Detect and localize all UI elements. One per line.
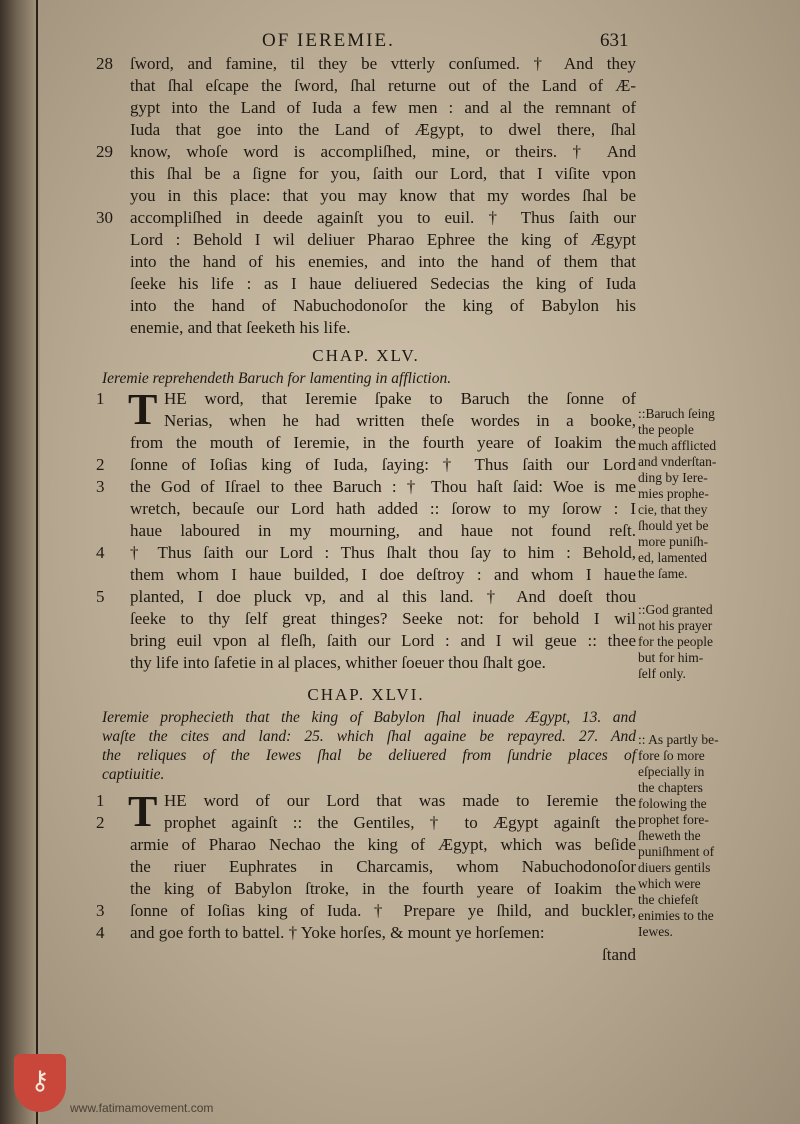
chapter-heading-45: CHAP. XLV. — [312, 346, 420, 365]
note-line: prophet fore- — [638, 812, 709, 827]
page-header — [0, 30, 800, 54]
text-line — [96, 207, 636, 229]
text-line — [96, 454, 636, 476]
text-line — [96, 520, 636, 542]
text-line — [96, 856, 636, 878]
text-line — [96, 790, 636, 812]
main-text — [96, 53, 636, 966]
note-line: ::Baruch ſeing — [638, 406, 715, 421]
catchword: ſtand — [602, 945, 636, 964]
note-line: more puniſh- — [638, 534, 709, 549]
line-text: † Thus ſaith our Lord : Thus ſhalt thou ſay to him : Behold, — [130, 543, 636, 562]
verse-number: 3 — [96, 477, 105, 496]
note-line: for the people — [638, 634, 713, 649]
line-text: and goe forth to battel. † Yoke horſes, & mount ye horſemen: — [130, 923, 545, 942]
note-line: cie, that they — [638, 502, 708, 517]
chapter-summary-45 — [96, 369, 636, 388]
summary-line: the reliques of the Iewes ſhal be deliuered from ſundrie places of — [102, 747, 636, 764]
text-line — [96, 229, 636, 251]
line-text: you in this place: that you may know that my wordes ſhal be — [130, 186, 636, 205]
margin-note-god-granted — [638, 602, 748, 682]
text-line — [96, 317, 636, 339]
chapter-45-text — [96, 385, 636, 674]
line-text: Nerias, when he had written theſe wordes in a booke, — [164, 411, 636, 430]
line-text: the God of Iſrael to thee Baruch : † Thou haſt ſaid: Woe is me — [130, 477, 636, 496]
line-text: armie of Pharao Nechao the king of Ægypt, which was beſide — [130, 835, 636, 854]
text-block-continuation — [96, 53, 636, 339]
line-text: bring euil vpon al fleſh, ſaith our Lord : and I wil geue :: thee — [130, 631, 636, 650]
line-text: Lord : Behold I wil deliuer Pharao Ephree the king of Ægypt — [130, 230, 636, 249]
text-line — [96, 608, 636, 630]
verse-number: 30 — [96, 208, 113, 227]
text-line — [96, 586, 636, 608]
note-line: much afflicted — [638, 438, 717, 453]
note-line: ding by Iere- — [638, 470, 708, 485]
line-text: from the mouth of Ieremie, in the fourth yeare of Ioakim the — [130, 433, 636, 452]
text-line — [96, 185, 636, 207]
note-line: not his prayer — [638, 618, 713, 633]
note-line: but for him- — [638, 650, 704, 665]
verse-number: 1 — [96, 791, 105, 810]
text-line — [96, 922, 636, 944]
line-text: know, whoſe word is accompliſhed, mine, or theirs. † And — [130, 142, 636, 161]
summary-line: Ieremie reprehendeth Baruch for lamenting in affliction. — [102, 370, 452, 387]
line-text: haue laboured in my mourning, and haue not found reſt. — [130, 521, 636, 540]
text-line — [96, 163, 636, 185]
text-line — [96, 498, 636, 520]
note-line: :: As partly be- — [638, 732, 719, 747]
note-line: puniſhment of — [638, 844, 715, 859]
text-line — [96, 388, 636, 410]
line-text: the riuer Euphrates in Charcamis, whom Nabuchodonoſor — [130, 857, 636, 876]
line-text: them whom I haue builded, I doe deſtroy : and whom I haue — [130, 565, 636, 584]
line-text: thy life into ſafetie in al places, whither ſoeuer thou ſhalt goe. — [130, 653, 546, 672]
line-text: HE word, that Ieremie ſpake to Baruch the ſonne of — [164, 389, 636, 408]
note-line: diuers gentils — [638, 860, 711, 875]
text-line — [96, 900, 636, 922]
note-line: which were — [638, 876, 701, 891]
verse-number: 3 — [96, 901, 105, 920]
note-line: fore ſo more — [638, 748, 705, 763]
note-line: ſelf only. — [638, 666, 686, 681]
note-line: folowing the — [638, 796, 707, 811]
summary-line: captiuitie. — [102, 766, 165, 783]
line-text: into the hand of Nabuchodonoſor the king of Babylon his — [130, 296, 636, 315]
note-line: Iewes. — [638, 924, 673, 939]
line-text: wretch, becauſe our Lord hath added :: ſorow to my ſorow : I — [130, 499, 636, 518]
chapter-heading-46: CHAP. XLVI. — [307, 685, 425, 704]
line-text: gypt into the Land of Iuda a few men : and al the remnant of — [130, 98, 636, 117]
line-text: planted, I doe pluck vp, and al this land. † And doeſt thou — [130, 587, 636, 606]
line-text: ſeeke to thy ſelf great thinges? Seeke not: for behold I wil — [130, 609, 636, 628]
text-line — [96, 542, 636, 564]
verse-number: 28 — [96, 54, 113, 73]
text-line — [96, 97, 636, 119]
verse-number: 4 — [96, 923, 105, 942]
verse-number: 2 — [96, 455, 105, 474]
line-text: HE word of our Lord that was made to Ieremie the — [164, 791, 636, 810]
running-title: OF IEREMIE. — [262, 30, 395, 51]
text-line — [96, 812, 636, 834]
verse-number: 1 — [96, 389, 105, 408]
line-text: ſonne of Ioſias king of Iuda. † Prepare ye ſhild, and buckler, — [130, 901, 636, 920]
note-line: ſheweth the — [638, 828, 701, 843]
line-text: this ſhal be a ſigne for you, ſaith our Lord, that I viſite vpon — [130, 164, 636, 183]
verse-number: 5 — [96, 587, 105, 606]
text-line — [96, 652, 636, 674]
note-line: the chiefeſt — [638, 892, 699, 907]
chapter-summary-46 — [96, 708, 636, 784]
line-text: enemie, and that ſeeketh his life. — [130, 318, 351, 337]
verse-number: 2 — [96, 813, 105, 832]
note-line: ed, lamented — [638, 550, 707, 565]
text-line — [96, 476, 636, 498]
line-text: into the hand of his enemies, and into the hand of them that — [130, 252, 636, 271]
drop-cap-46: T — [128, 787, 158, 836]
summary-line: Ieremie prophecieth that the king of Babylon ſhal inuade Ægypt, 13. and — [102, 709, 636, 726]
line-text: ſword, and famine, til they be vtterly conſumed. † And they — [130, 54, 636, 73]
note-line: enimies to the — [638, 908, 714, 923]
website-watermark: www.fatimamovement.com — [70, 1101, 214, 1115]
note-line: ſhould yet be — [638, 518, 709, 533]
line-text: ſonne of Ioſias king of Iuda, ſaying: † Thus ſaith our Lord — [130, 455, 636, 474]
note-line: the chapters — [638, 780, 703, 795]
text-line — [96, 630, 636, 652]
text-line — [96, 564, 636, 586]
margin-note-gentiles — [638, 732, 748, 940]
text-line — [96, 251, 636, 273]
note-line: eſpecially in — [638, 764, 705, 779]
text-line — [96, 432, 636, 454]
text-line — [96, 410, 636, 432]
line-text: that ſhal eſcape the ſword, ſhal returne out of the Land of Æ- — [130, 76, 636, 95]
verse-number: 4 — [96, 543, 105, 562]
drop-cap-45: T — [128, 385, 158, 434]
text-line — [96, 834, 636, 856]
note-line: ::God granted — [638, 602, 713, 617]
text-line — [96, 878, 636, 900]
line-text: ſeeke his life : as I haue deliuered Sedecias the king of Iuda — [130, 274, 636, 293]
line-text: Iuda that goe into the Land of Ægypt, to dwel there, ſhal — [130, 120, 636, 139]
text-line — [96, 53, 636, 75]
line-text: accompliſhed in deede againſt you to euil. † Thus ſaith our — [130, 208, 636, 227]
margin-note-baruch — [638, 406, 748, 582]
text-line — [96, 75, 636, 97]
line-text: prophet againſt :: the Gentiles, † to Ægypt againſt the — [164, 813, 636, 832]
note-line: the ſame. — [638, 566, 688, 581]
verse-number: 29 — [96, 142, 113, 161]
summary-line: waſte the cites and land: 25. which ſhal againe be repayred. 27. And — [102, 728, 636, 745]
note-line: mies prophe- — [638, 486, 709, 501]
note-line: and vnderſtan- — [638, 454, 717, 469]
page-number: 631 — [600, 30, 629, 51]
text-line — [96, 141, 636, 163]
text-line — [96, 119, 636, 141]
text-line — [96, 295, 636, 317]
text-line — [96, 273, 636, 295]
chapter-46-text — [96, 787, 636, 944]
line-text: the king of Babylon ſtroke, in the fourth yeare of Ioakim the — [130, 879, 636, 898]
note-line: the people — [638, 422, 694, 437]
papal-keys-seal-icon: ⚷ — [14, 1054, 66, 1112]
